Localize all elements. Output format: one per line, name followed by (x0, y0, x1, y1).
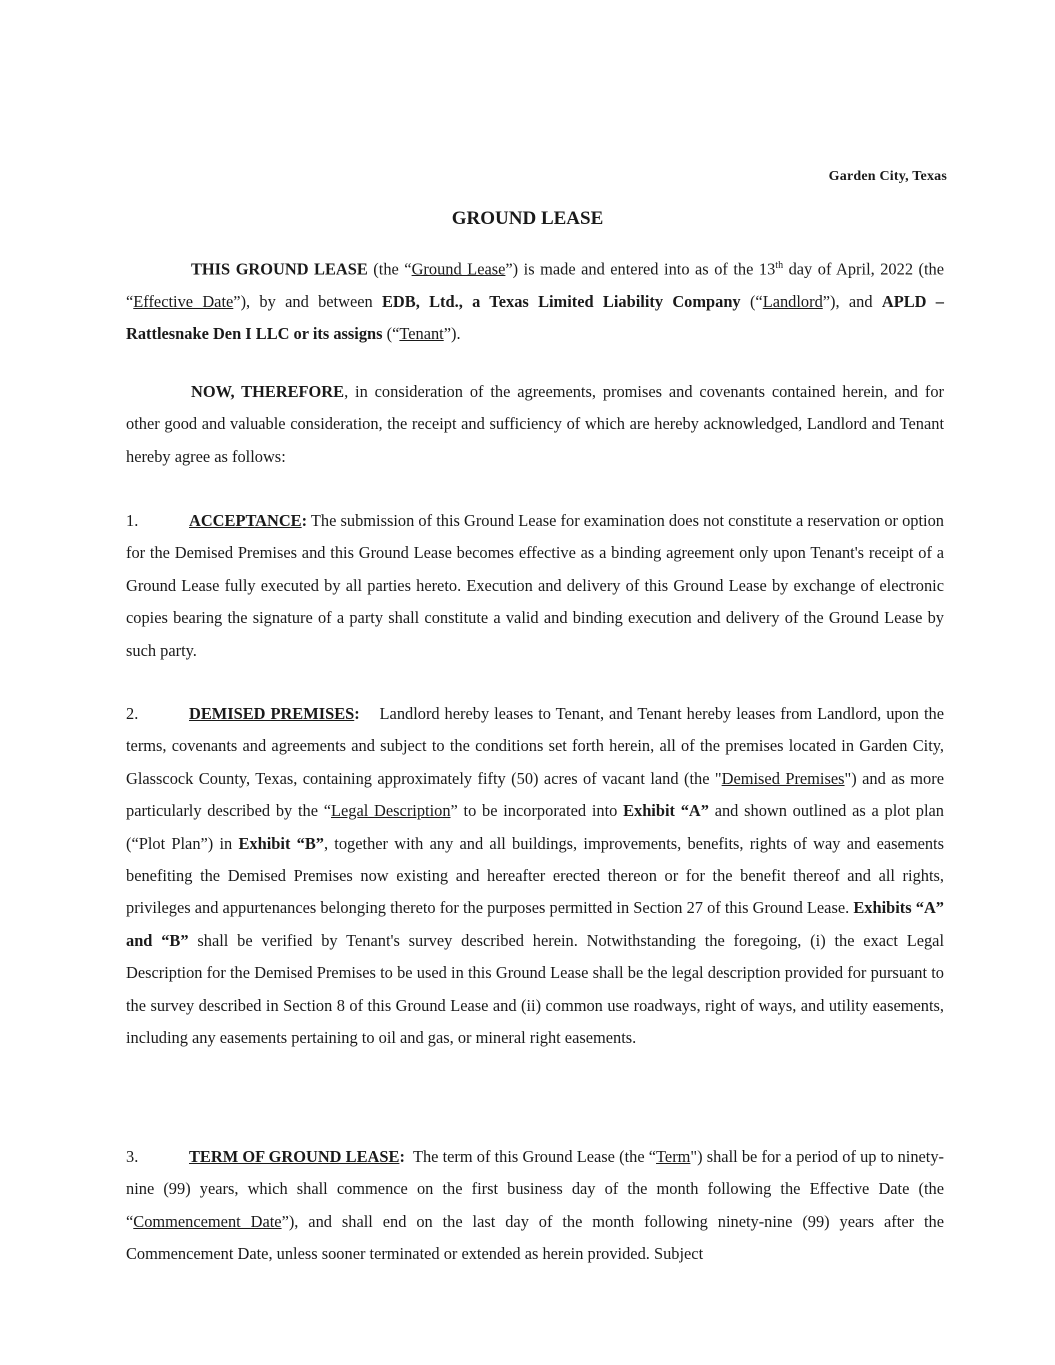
section-heading: DEMISED PREMISES (189, 704, 355, 723)
defined-term-ground-lease: Ground Lease (411, 259, 506, 279)
section-1-acceptance: 1. ACCEPTANCE: The submission of this Ground Lease for examination does not constitute a reservation or option for the Demised Premises and this Ground Lease becomes effective as a binding agreement only upon Tenant's receipt of a Ground Lease fully executed by all parties hereto. Execution and delivery of this Ground Lease by exchange of electronic copies bearing the signature of a party shall constitute a valid and binding execution and delivery of the Ground Lease by such party. (126, 505, 944, 667)
now-therefore-paragraph: NOW, THEREFORE, in consideration of the agreements, promises and covenants contained herein, and for other good and valuable consideration, the receipt and sufficiency of which are hereby acknowledged, Landlord and Tenant hereby agree as follows: (126, 382, 944, 466)
exhibits-ref: Exhibits “A” and “B” (126, 898, 944, 950)
intro-paragraph: THIS GROUND LEASE (the “Ground Lease”) is made and entered into as of the 13th day of April, 2022 (the “Effective Date”), by and between EDB, Ltd., a Texas Limited Liability Company (“Landlord”), and APLD – Rattlesnake Den I LLC or its assigns (“Tenant”). (126, 259, 945, 344)
defined-term-commencement-date: Commencement Date (133, 1211, 282, 1231)
defined-term-tenant: Tenant (399, 324, 444, 344)
defined-term-term: Term (656, 1147, 691, 1166)
section-number: 2. (126, 704, 139, 723)
landlord-party-name: EDB, Ltd., a Texas Limited Liability Company (382, 291, 741, 311)
location-header: Garden City, Texas (828, 169, 947, 184)
section-heading: ACCEPTANCE (189, 511, 302, 530)
exhibit-b-ref: Exhibit “B” (238, 833, 324, 853)
exhibit-a-ref: Exhibit “A” (623, 801, 709, 821)
section-number: 1. (126, 511, 139, 530)
defined-term-landlord: Landlord (762, 291, 823, 311)
section-heading: TERM OF GROUND LEASE (189, 1147, 400, 1166)
section-3-term: 3. TERM OF GROUND LEASE: The term of this Ground Lease (the “Term") shall be for a period of up to ninety-nine (99) years, which shall commence on the first business day of the month following the Effective Date (the “Commencement Date”), and shall end on the last day of the month following ninety-nine (99) years after the Commencement Date, unless sooner terminated or extended as herein provided. Subject (126, 1141, 944, 1271)
defined-term-legal-description: Legal Description (331, 801, 451, 821)
document-title: GROUND LEASE (451, 208, 604, 229)
section-2-demised-premises: 2. DEMISED PREMISES: Landlord hereby leases to Tenant, and Tenant hereby leases from Landlord, upon the terms, covenants and agreements and subject to the conditions set forth herein, all of the premises located in Garden City, Glasscock County, Texas, containing approximately fifty (50) acres of vacant land (the "Demised Premises") and as more particularly described by the “Legal Description” to be incorporated into Exhibit “A” and shown outlined as a plot plan (“Plot Plan”) in Exhibit “B”, together with any and all buildings, improvements, benefits, rights of way and easements benefiting the Demised Premises now existing and hereafter erected thereon or for the benefit thereof and all rights, privileges and appurtenances belonging thereto for the purposes permitted in Section 27 of this Ground Lease. Exhibits “A” and “B” shall be verified by Tenant's survey described herein. Notwithstanding the foregoing, (i) the exact Legal Description for the Demised Premises to be used in this Ground Lease shall be the legal description provided for pursuant to the survey described in Section 8 of this Ground Lease and (ii) common use roadways, right of ways, and utility easements, including any easements pertaining to oil and gas, or mineral right easements. (126, 698, 944, 1054)
defined-term-effective-date: Effective Date (133, 291, 234, 311)
intro-lead: THIS GROUND LEASE (191, 259, 368, 279)
section-number: 3. (126, 1147, 139, 1166)
defined-term-demised-premises: Demised Premises (721, 768, 845, 788)
tenant-party-name: APLD – Rattlesnake Den I LLC or its assigns (126, 291, 945, 344)
